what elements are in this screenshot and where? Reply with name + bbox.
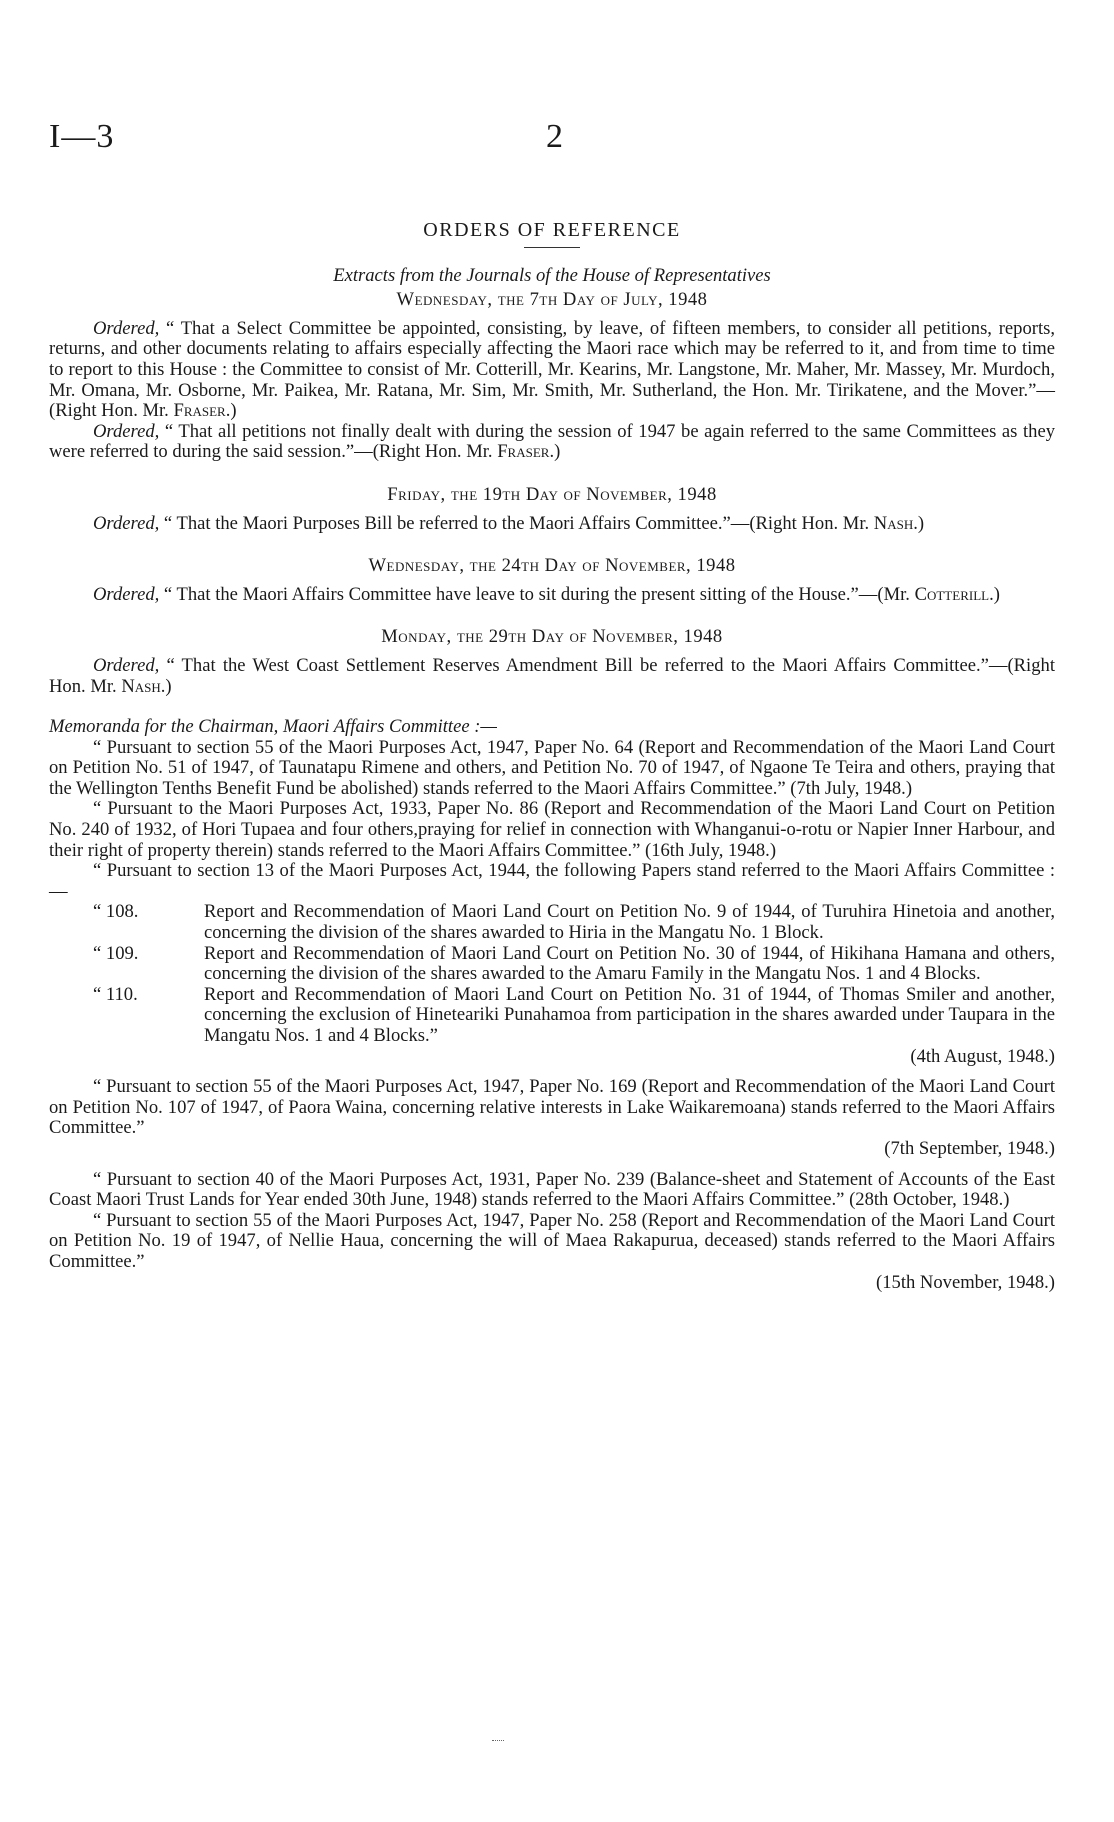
document-subtitle: Extracts from the Journals of the House of Representatives xyxy=(333,264,771,286)
order-end: .) xyxy=(160,675,172,697)
sitting-date: Wednesday, the 24th Day of November, 1948 xyxy=(368,555,736,577)
page-number: 2 xyxy=(546,118,563,155)
memorandum-paragraph: “ Pursuant to section 55 of the Maori Purposes Act, 1947, Paper No. 64 (Report and Recommendation of the Maori Land Court on Petition No. 51 of 1947, of Taunatapu Rimene and others, and Petition No. 70 of 1947, of Ngaone Te Teira and others, praying that the Wellington Tenths Benefit Fund be abolished) stands referred to the Maori Affairs Committee.” (7th July, 1948.) xyxy=(49,736,1055,799)
ordered-label: Ordered, xyxy=(93,654,160,676)
memorandum-date: (15th November, 1948.) xyxy=(876,1271,1055,1293)
mover-name: Nash xyxy=(873,512,914,534)
paper-text: Report and Recommendation of Maori Land Court on Petition No. 31 of 1944, of Thomas Smiler and another, concerning the exclusion of Hineteariki Punahamoa from participation in the shares awarded under Taupara in the Mangatu Nos. 1 and 4 Blocks.” xyxy=(204,983,1055,1046)
sitting-date: Friday, the 19th Day of November, 1948 xyxy=(387,483,717,505)
paper-item xyxy=(49,985,1055,1047)
parliamentary-paper-reference: I—3 xyxy=(49,118,115,155)
title-divider xyxy=(524,247,580,248)
order-text: “ That all petitions not finally dealt with during the session of 1947 be again referred to the same Committees as they were referred to during the said session.”—(Right Hon. Mr. xyxy=(49,420,1055,463)
memorandum-paragraph: “ Pursuant to the Maori Purposes Act, 1933, Paper No. 86 (Report and Recommendation of the Maori Land Court on Petition No. 240 of 1932, of Hori Tupaea and four others,praying for relief in connection with Whanganui-o-rotu or Napier Inner Harbour, and their right of property therein) stands referred to the Maori Affairs Committee.” (16th July, 1948.) xyxy=(49,798,1055,861)
printer-mark xyxy=(492,1740,504,1741)
sitting-date: Wednesday, the 7th Day of July, 1948 xyxy=(396,289,708,311)
ordered-label: Ordered, xyxy=(93,512,160,534)
memorandum-paragraph: “ Pursuant to section 55 of the Maori Purposes Act, 1947, Paper No. 258 (Report and Recommendation of the Maori Land Court on Petition No. 19 of 1947, of Nellie Haua, concerning the will of Maea Rakapurua, deceased) stands referred to the Maori Affairs Committee.” xyxy=(49,1209,1055,1272)
paper-item xyxy=(49,902,1055,943)
order-text: “ That a Select Committee be appointed, consisting, by leave, of fifteen members, to consider all petitions, reports, returns, and other documents relating to affairs especially affecting the Maori race which may be referred to it, and from time to time to report to this House : the Committee to consist of Mr. Cotterill, Mr. Kearins, Mr. Langstone, Mr. Maher, Mr. Massey, Mr. Murdoch, Mr. Omana, Mr. Osborne, Mr. Paikea, Mr. Ratana, Mr. Sim, Mr. Smith, Mr. Sutherland, the Hon. Mr. Tirikatene, and the Mover.”—(Right Hon. Mr. xyxy=(49,317,1055,422)
order-paragraph xyxy=(49,656,1055,697)
order-text: “ That the Maori Purposes Bill be referred to the Maori Affairs Committee.”—(Right Hon. Mr. xyxy=(159,512,874,534)
order-text: “ That the Maori Affairs Committee have leave to sit during the present sitting of the House.”—(Mr. xyxy=(159,583,915,605)
order-end: .) xyxy=(913,512,925,534)
paper-item xyxy=(49,944,1055,985)
memoranda-heading: Memoranda for the Chairman, Maori Affairs Committee :— xyxy=(49,716,497,738)
mover-name: Fraser xyxy=(173,400,226,422)
order-paragraph xyxy=(49,319,1055,422)
sitting-date: Monday, the 29th Day of November, 1948 xyxy=(381,626,723,648)
memorandum-date: (7th September, 1948.) xyxy=(884,1137,1055,1159)
memorandum-paragraph: “ Pursuant to section 40 of the Maori Purposes Act, 1931, Paper No. 239 (Balance-sheet and Statement of Accounts of the East Coast Maori Trust Lands for Year ended 30th June, 1948) stands referred to the Maori Affairs Committee.” (28th October, 1948.) xyxy=(49,1168,1055,1211)
order-paragraph xyxy=(49,422,1055,463)
memorandum-paragraph: “ Pursuant to section 13 of the Maori Purposes Act, 1944, the following Papers stand referred to the Maori Affairs Committee :— xyxy=(49,860,1055,902)
paper-text: Report and Recommendation of Maori Land Court on Petition No. 9 of 1944, of Turuhira Hinetoia and another, concerning the division of the shares awarded to Hiria in the Mangatu No. 1 Block. xyxy=(204,901,1055,944)
memorandum-paragraph: “ Pursuant to section 55 of the Maori Purposes Act, 1947, Paper No. 169 (Report and Recommendation of the Maori Land Court on Petition No. 107 of 1947, of Paora Waina, concerning relative interests in Lake Waikaremoana) stands referred to the Maori Affairs Committee.” xyxy=(49,1076,1055,1139)
order-paragraph xyxy=(49,514,1055,535)
mover-name: Nash xyxy=(121,675,161,697)
order-end: .) xyxy=(549,441,561,463)
paper-number: “ 110. xyxy=(93,983,138,1005)
paper-number: “ 108. xyxy=(93,901,139,923)
order-text: “ That the West Coast Settlement Reserves Amendment Bill be referred to the Maori Affairs Committee.”—(Right Hon. Mr. xyxy=(49,654,1055,697)
order-paragraph xyxy=(49,585,1055,606)
paper-number: “ 109. xyxy=(93,942,139,964)
ordered-label: Ordered, xyxy=(93,583,160,605)
mover-name: Fraser xyxy=(497,441,550,463)
ordered-label: Ordered, xyxy=(93,317,160,339)
document-body xyxy=(49,220,1055,1293)
order-end: .) xyxy=(989,583,1000,605)
ordered-label: Ordered, xyxy=(93,420,160,442)
order-end: .) xyxy=(225,400,237,422)
mover-name: Cotterill xyxy=(914,583,990,605)
memorandum-date: (4th August, 1948.) xyxy=(910,1045,1055,1067)
document-title: ORDERS OF REFERENCE xyxy=(423,219,681,241)
paper-text: Report and Recommendation of Maori Land Court on Petition No. 30 of 1944, of Hikihana Hamana and others, concerning the division of the shares awarded to the Amaru Family in the Mangatu Nos. 1 and 4 Blocks. xyxy=(204,942,1055,985)
